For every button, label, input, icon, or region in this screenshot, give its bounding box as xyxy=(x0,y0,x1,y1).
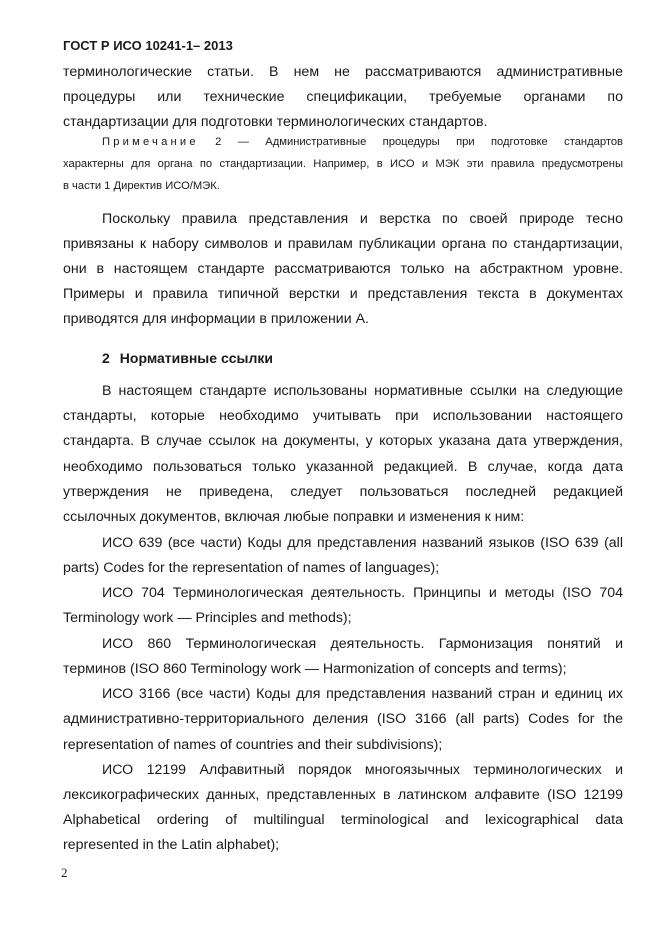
reference-line: лексикографических данных, представленных в латинском алфавите (ISO 12199 xyxy=(63,787,623,803)
text-line: необходимо пользоваться только указанной редакцией. В случае, когда дата xyxy=(63,459,623,475)
text-line: В настоящем стандарте использованы нормативные ссылки на следующие xyxy=(102,383,623,399)
reference-line: Terminology work — Principles and methods); xyxy=(63,610,352,626)
note-line: в части 1 Директив ИСО/МЭК. xyxy=(63,180,220,192)
text-line: утверждения не приведена, следует пользоваться последней редакцией xyxy=(63,484,623,500)
reference-line: ИСО 3166 (все части) Коды для представления названий стран и единиц их xyxy=(102,686,623,702)
text-line: стандарты, которые необходимо учитывать при использовании настоящего xyxy=(63,408,623,424)
reference-line: ИСО 639 (все части) Коды для представления названий языков (ISO 639 (all xyxy=(102,535,623,551)
reference-line: Alphabetical ordering of multilingual terminological and lexicographical data xyxy=(63,812,623,828)
reference-line: ИСО 12199 Алфавитный порядок многоязычных терминологических и xyxy=(102,762,623,778)
reference-line: represented in the Latin alphabet); xyxy=(63,837,280,853)
page-number: 2 xyxy=(61,865,68,880)
text-line: стандартизации для подготовки терминологических стандартов. xyxy=(63,114,488,130)
reference-line: parts) Codes for the representation of names of languages); xyxy=(63,560,440,576)
text-line: стандарта. В случае ссылок на документы, у которых указана дата утверждения, xyxy=(63,433,623,449)
reference-line: терминов (ISO 860 Terminology work — Harmonization of concepts and terms); xyxy=(63,661,567,677)
text-line: процедуры или технические спецификации, требуемые органами по xyxy=(63,89,623,105)
section-heading xyxy=(102,350,273,366)
reference-line: ИСО 860 Терминологическая деятельность. Гармонизация понятий и xyxy=(102,636,623,652)
note-line: характерны для органа по стандартизации. Например, в ИСО и МЭК эти правила предусмотрены xyxy=(63,158,623,170)
section-number: 2 xyxy=(102,350,110,366)
text-line: приводятся для информации в приложении А. xyxy=(63,311,369,327)
text-line: Примеры и правила типичной верстки и представления текста в документах xyxy=(63,286,623,302)
note-label: Примечание xyxy=(102,136,199,148)
note-text: 2 — Административные процедуры при подготовке стандартов xyxy=(198,136,623,148)
text-line: они в настоящем стандарте рассматриваются только на абстрактном уровне. xyxy=(63,261,623,277)
reference-line: административно-территориального деления (ISO 3166 (all parts) Codes for the xyxy=(63,711,623,727)
reference-line: ИСО 704 Терминологическая деятельность. Принципы и методы (ISO 704 xyxy=(102,585,623,601)
document-code-header: ГОСТ Р ИСО 10241-1– 2013 xyxy=(63,38,233,53)
text-line: привязаны к набору символов и правилам публикации органа по стандартизации, xyxy=(63,236,623,252)
reference-line: representation of names of countries and their subdivisions); xyxy=(63,737,443,753)
note-line xyxy=(102,132,623,153)
text-line: терминологические статьи. В нем не рассматриваются административные xyxy=(63,64,623,80)
text-line: ссылочных документов, включая любые поправки и изменения к ним: xyxy=(63,509,525,525)
text-line: Поскольку правила представления и верстка по своей природе тесно xyxy=(102,211,623,227)
section-title: Нормативные ссылки xyxy=(119,350,273,366)
